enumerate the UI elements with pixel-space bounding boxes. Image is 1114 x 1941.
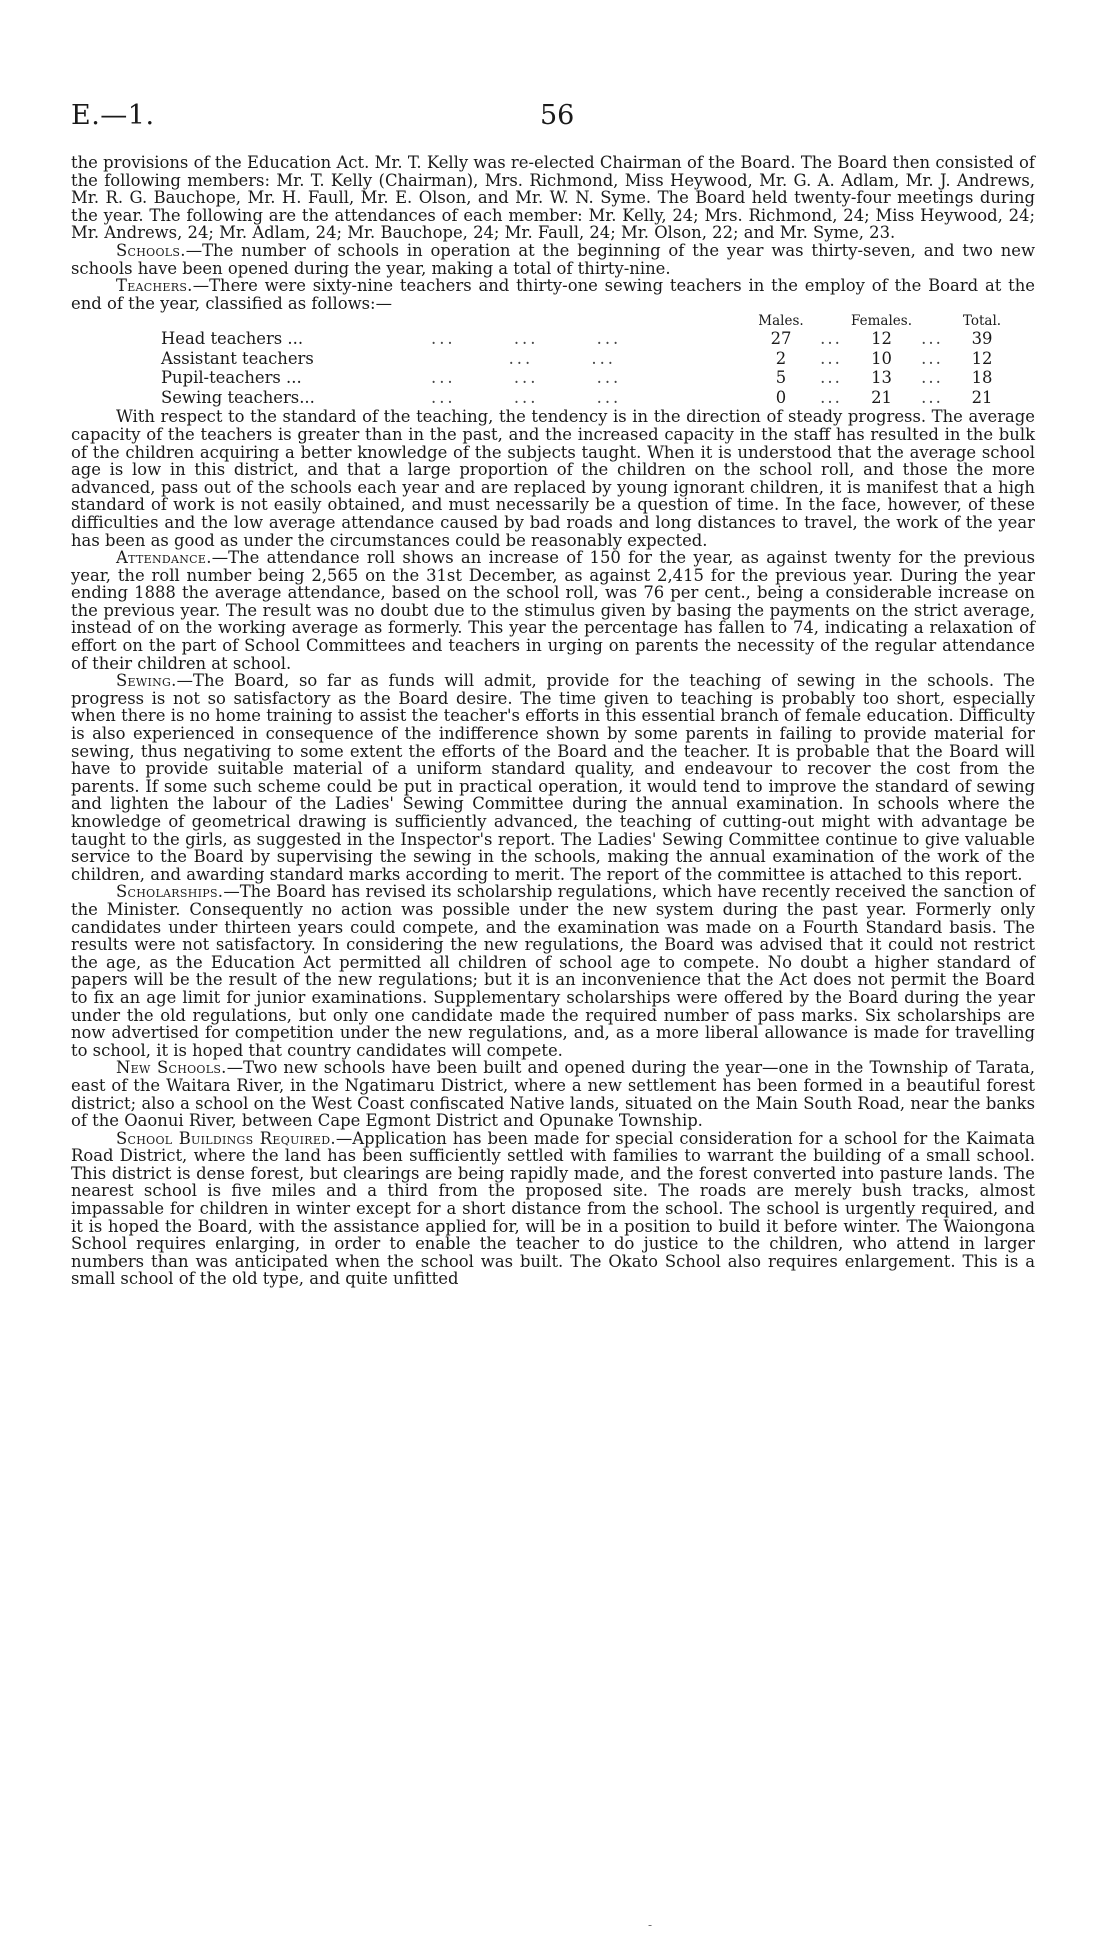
school-buildings-heading: School Buildings Required.: [116, 1128, 336, 1148]
sewing-paragraph: [71, 672, 1035, 883]
schools-text: —The number of schools in operation at the beginning of the year was thirty-seven, and two new schools have been opened during the year, making a total of thirty-nine.: [71, 240, 1035, 278]
total-value: 21: [971, 387, 993, 407]
males-value: 0: [775, 387, 787, 407]
total-value: 18: [971, 368, 993, 388]
progress-paragraph: With respect to the standard of the teaching, the tendency is in the direction of steady progress. The average capacity of the teachers is greater than in the past, and the increased capacity in the staff has resulted in the bulk of the children acquiring a better knowledge of the subjects taught. When it is understood that the average school age is low in this district, and that a large proportion of the children on the school roll, and those the more advanced, pass out of the schools each year and are replaced by young ignorant children, it is manifest that a high standard of work is not easily obtained, and must necessarily be a question of time. In the face, however, of these difficulties and the low average attendance caused by bad roads and long distances to travel, the work of the year has been as good as under the circumstances could be reasonably expected.: [71, 407, 1035, 550]
column-header-females: Females.: [851, 313, 912, 330]
teachers-table: [161, 313, 1012, 407]
row-label: Head teachers ...: [161, 329, 304, 349]
teachers-text: —There were sixty-nine teachers and thirty-one sewing teachers in the employ of the Board at the end of the year, classified as follows:—: [71, 276, 1035, 313]
new-schools-heading: New Schools.: [116, 1058, 227, 1078]
males-value: 5: [775, 368, 787, 388]
teachers-heading: Teachers.: [116, 276, 193, 296]
scholarships-paragraph: [71, 883, 1035, 1059]
males-value: 27: [770, 329, 792, 349]
leader-dots: ... ...: [508, 348, 617, 368]
school-buildings-text: —Application has been made for special consideration for a school for the Kaimata Road District, where the land has been sufficiently settled with families to warrant the building of a small school. This district is dense forest, but clearings are being rapidly made, and the forest converted into pasture lands. The nearest school is five miles and a third from the proposed site. The roads are merely bush tracks, almost impassable for children in winter except for a short distance from the school. The school is urgently required, and it is hoped the Board, with the assistance applied for, will be in a position to build it before winter. The Waiongona School requires enlarging, in order to enable the teacher to do justice to the children, who attend in larger numbers than was anticipated when the school was built. The Okato School also requires enlargement. This is a small school of the old type, and quite unfitted: [71, 1128, 1035, 1289]
page-number: 56: [540, 100, 575, 131]
males-value: 2: [775, 348, 787, 368]
scholarships-text: —The Board has revised its scholarship regulations, which have recently received the sanction of the Minister. Consequently no action was possible under the new system during the past year. Formerly only candidates under thirteen years could compete, and the examination was made on a Fourth Standard basis. The results were not satisfactory. In considering the new regulations, the Board was advised that it could not restrict the age, as the Education Act permitted all children of school age to compete. No doubt a higher standard of papers will be the result of the new regulations; but it is an inconvenience that the Act does not permit the Board to fix an age limit for junior examinations. Supplementary scholarships were offered by the Board during the year under the old regulations, but only one candidate made the required number of pass marks. Six scholarships are now advertised for competition under the new regulations, and, as a more liberal allowance is made for travelling to school, it is hoped that country candidates will compete.: [71, 882, 1035, 1060]
females-value: 10: [871, 348, 892, 368]
total-value: 12: [971, 348, 993, 368]
females-value: 13: [871, 368, 892, 388]
column-header-males: Males.: [758, 313, 804, 330]
attendance-text: —The attendance roll shows an increase of 150 for the year, as against twenty for the previous year, the roll number being 2,565 on the 31st December, as against 2,415 for the previous year. During the year ending 1888 the average attendance, based on the school roll, was 76 per cent., being a considerable increase on the previous year. The result was no doubt due to the stimulus given by basing the payments on the strict average, instead of on the working average as formerly. This year the percentage has fallen to 74, indicating a relaxation of effort on the part of School Committees and teachers in urging on parents the necessity of the regular attendance of their children at school.: [71, 548, 1035, 673]
leader-dots: ... ... ...: [431, 368, 622, 388]
scholarships-heading: Scholarships.: [116, 882, 224, 902]
schools-heading: Schools.: [116, 240, 186, 260]
new-schools-text: —Two new schools have been built and opened during the year—one in the Township of Tarata, east of the Waitara River, in the Ngatimaru District, where a new settlement has been formed in a beautiful forest district; also a school on the West Coast confiscated Native lands, situated on the Main South Road, near the banks of the Oaonui River, between Cape Egmont District and Opunake Township.: [71, 1058, 1035, 1131]
total-value: 39: [971, 329, 993, 349]
intro-paragraph: the provisions of the Education Act. Mr. T. Kelly was re-elected Chairman of the Board. The Board then consisted of the following members: Mr. T. Kelly (Chairman), Mrs. Richmond, Miss Heywood, Mr. G. A. Adlam, Mr. J. Andrews, Mr. R. G. Bauchope, Mr. H. Faull, Mr. E. Olson, and Mr. W. N. Syme. The Board held twenty-four meetings during the year. The following are the attendances of each member: Mr. Kelly, 24; Mrs. Richmond, 24; Miss Heywood, 24; Mr. Andrews, 24; Mr. Adlam, 24; Mr. Bauchope, 24; Mr. Faull, 24; Mr. Olson, 22; and Mr. Syme, 23.: [71, 153, 1035, 243]
leader-dots: ... ... ...: [431, 329, 622, 349]
body-text: [71, 154, 1035, 1288]
females-value: 12: [871, 329, 892, 349]
new-schools-paragraph: [71, 1059, 1035, 1129]
table-row: Assistant teachers ... ... 2 ... 10 ... 12: [161, 349, 1012, 369]
attendance-paragraph: [71, 549, 1035, 672]
row-label: Sewing teachers...: [161, 387, 315, 407]
leader-dots: ... ... ...: [431, 387, 622, 407]
schools-paragraph: [71, 242, 1035, 277]
column-header-total: Total.: [962, 313, 1002, 330]
females-value: 21: [871, 387, 892, 407]
table-header-row: [161, 313, 1012, 329]
row-label: Pupil-teachers ...: [161, 368, 302, 388]
table-row: Pupil-teachers ... ... ... ... 5 ... 13 ... 18: [161, 368, 1012, 388]
document-reference: E.—1.: [71, 100, 155, 131]
row-label: Assistant teachers: [161, 348, 314, 368]
school-buildings-paragraph: [71, 1130, 1035, 1288]
sewing-text: —The Board, so far as funds will admit, provide for the teaching of sewing in the schools. The progress is not so satisfactory as the Board desire. The time given to teaching is probably too short, especially when there is no home training to assist the teacher's efforts in this essential branch of female education. Difficulty is also experienced in consequence of the indifference shown by some parents in failing to provide material for sewing, thus negativing to some extent the efforts of the Board and the teacher. It is probable that the Board will have to provide suitable material of a uniform standard quality, and endeavour to recover the cost from the parents. If some such scheme could be put in practical operation, it would tend to improve the standard of sewing and lighten the labour of the Ladies' Sewing Committee during the annual examination. In schools where the knowledge of geometrical drawing is sufficiently advanced, the teaching of cutting-out might with advantage be taught to the girls, as suggested in the Inspector's report. The Ladies' Sewing Committee continue to give valuable service to the Board by supervising the sewing in the schools, making the annual examination of the work of the children, and awarding standard marks according to merit. The report of the committee is attached to this report.: [71, 671, 1035, 884]
teachers-paragraph: [71, 277, 1035, 312]
table-row: Head teachers ... ... ... ... 27 ... 12 ... 39: [161, 329, 1012, 349]
table-row: Sewing teachers... ... ... ... 0 ... 21 ... 21: [161, 388, 1012, 408]
attendance-heading: Attendance.: [116, 548, 212, 568]
footer-mark: -: [648, 1918, 653, 1932]
sewing-heading: Sewing.: [116, 671, 177, 691]
